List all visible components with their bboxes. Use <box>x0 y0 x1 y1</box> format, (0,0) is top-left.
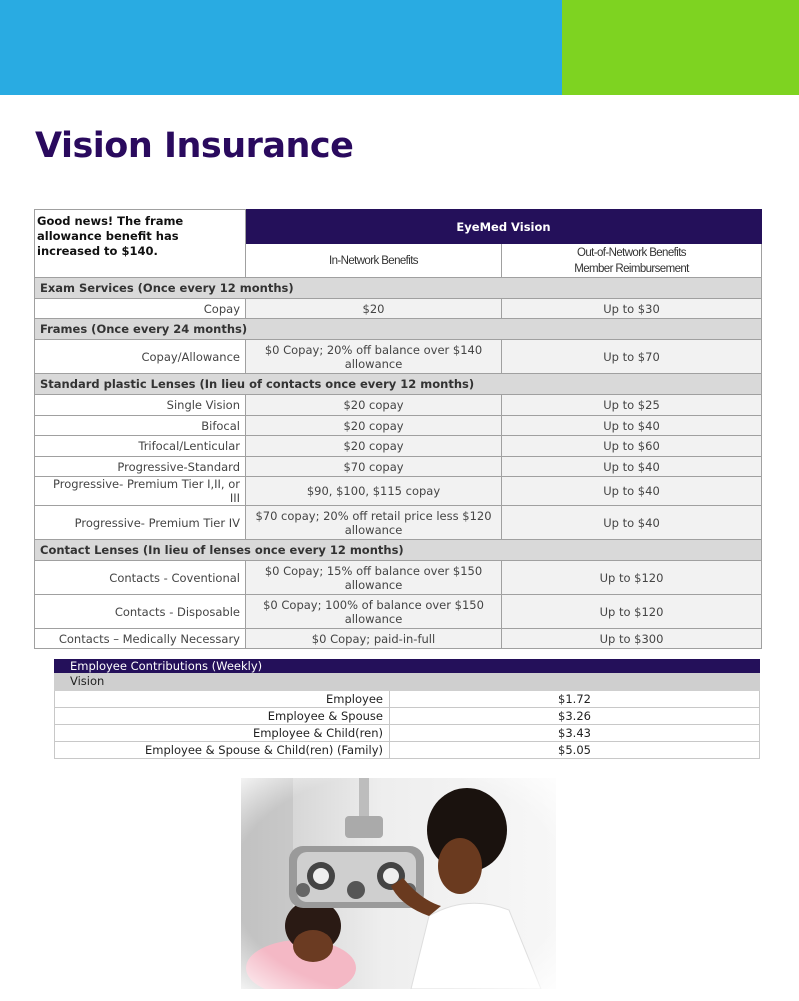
table-row <box>35 477 762 506</box>
out-network-header-line1: Out-of-Network Benefits <box>577 246 686 259</box>
header-band-green <box>562 0 799 95</box>
row-label: Progressive- Premium Tier I,II, or III <box>35 477 246 506</box>
table-row <box>35 395 762 416</box>
row-label: Progressive- Premium Tier IV <box>35 506 246 540</box>
vision-benefits-table <box>34 209 762 649</box>
section-lenses: Standard plastic Lenses (In lieu of contacts once every 12 months) <box>35 374 762 395</box>
table-row <box>35 561 762 595</box>
frame-allowance-note: Good news! The frame allowance benefit has increased to $140. <box>35 210 246 278</box>
row-label: Progressive-Standard <box>35 457 246 477</box>
row-label: Bifocal <box>35 416 246 436</box>
in-network-value: $0 Copay; 15% off balance over $150 allowance <box>246 561 502 595</box>
in-network-value: $0 Copay; 20% off balance over $140 allowance <box>246 340 502 374</box>
table-row <box>55 725 760 742</box>
out-network-value: Up to $120 <box>502 595 762 629</box>
table-row <box>35 506 762 540</box>
in-network-value: $20 copay <box>246 436 502 457</box>
provider-header: EyeMed Vision <box>246 210 762 244</box>
in-network-header: In-Network Benefits <box>246 244 502 278</box>
in-network-value: $20 <box>246 299 502 319</box>
tier-label: Employee & Child(ren) <box>55 725 390 742</box>
out-network-value: Up to $25 <box>502 395 762 416</box>
in-network-value: $0 Copay; 100% of balance over $150 allowance <box>246 595 502 629</box>
row-label: Copay <box>35 299 246 319</box>
table-row <box>35 299 762 319</box>
contributions-header: Employee Contributions (Weekly) <box>55 660 760 673</box>
table-row <box>35 416 762 436</box>
table-row <box>55 691 760 708</box>
row-label: Contacts - Disposable <box>35 595 246 629</box>
out-network-value: Up to $30 <box>502 299 762 319</box>
out-network-value: Up to $40 <box>502 477 762 506</box>
employee-contributions-table <box>54 659 760 759</box>
table-row <box>55 708 760 725</box>
row-label: Single Vision <box>35 395 246 416</box>
contributions-plan: Vision <box>55 673 760 691</box>
table-row <box>35 340 762 374</box>
out-network-value: Up to $60 <box>502 436 762 457</box>
tier-label: Employee & Spouse <box>55 708 390 725</box>
tier-amount: $1.72 <box>390 691 760 708</box>
page-title: Vision Insurance <box>35 126 354 166</box>
out-network-header <box>502 244 762 278</box>
table-row <box>35 595 762 629</box>
row-label: Trifocal/Lenticular <box>35 436 246 457</box>
section-exam-services: Exam Services (Once every 12 months) <box>35 278 762 299</box>
eye-exam-photo <box>241 778 556 989</box>
tier-amount: $5.05 <box>390 742 760 759</box>
section-contacts: Contact Lenses (In lieu of lenses once every 12 months) <box>35 540 762 561</box>
in-network-value: $70 copay <box>246 457 502 477</box>
out-network-value: Up to $120 <box>502 561 762 595</box>
out-network-value: Up to $40 <box>502 506 762 540</box>
in-network-value: $90, $100, $115 copay <box>246 477 502 506</box>
table-row <box>55 742 760 759</box>
out-network-value: Up to $40 <box>502 416 762 436</box>
section-frames: Frames (Once every 24 months) <box>35 319 762 340</box>
row-label: Copay/Allowance <box>35 340 246 374</box>
out-network-value: Up to $300 <box>502 629 762 649</box>
tier-amount: $3.26 <box>390 708 760 725</box>
table-row <box>35 457 762 477</box>
row-label: Contacts – Medically Necessary <box>35 629 246 649</box>
table-row <box>35 436 762 457</box>
tier-label: Employee <box>55 691 390 708</box>
tier-label: Employee & Spouse & Child(ren) (Family) <box>55 742 390 759</box>
header-band-blue <box>0 0 562 95</box>
in-network-value: $70 copay; 20% off retail price less $120 allowance <box>246 506 502 540</box>
out-network-header-line2: Member Reimbursement <box>574 262 689 275</box>
table-row <box>35 629 762 649</box>
out-network-value: Up to $70 <box>502 340 762 374</box>
in-network-value: $20 copay <box>246 416 502 436</box>
in-network-value: $0 Copay; paid-in-full <box>246 629 502 649</box>
in-network-value: $20 copay <box>246 395 502 416</box>
out-network-value: Up to $40 <box>502 457 762 477</box>
tier-amount: $3.43 <box>390 725 760 742</box>
row-label: Contacts - Coventional <box>35 561 246 595</box>
